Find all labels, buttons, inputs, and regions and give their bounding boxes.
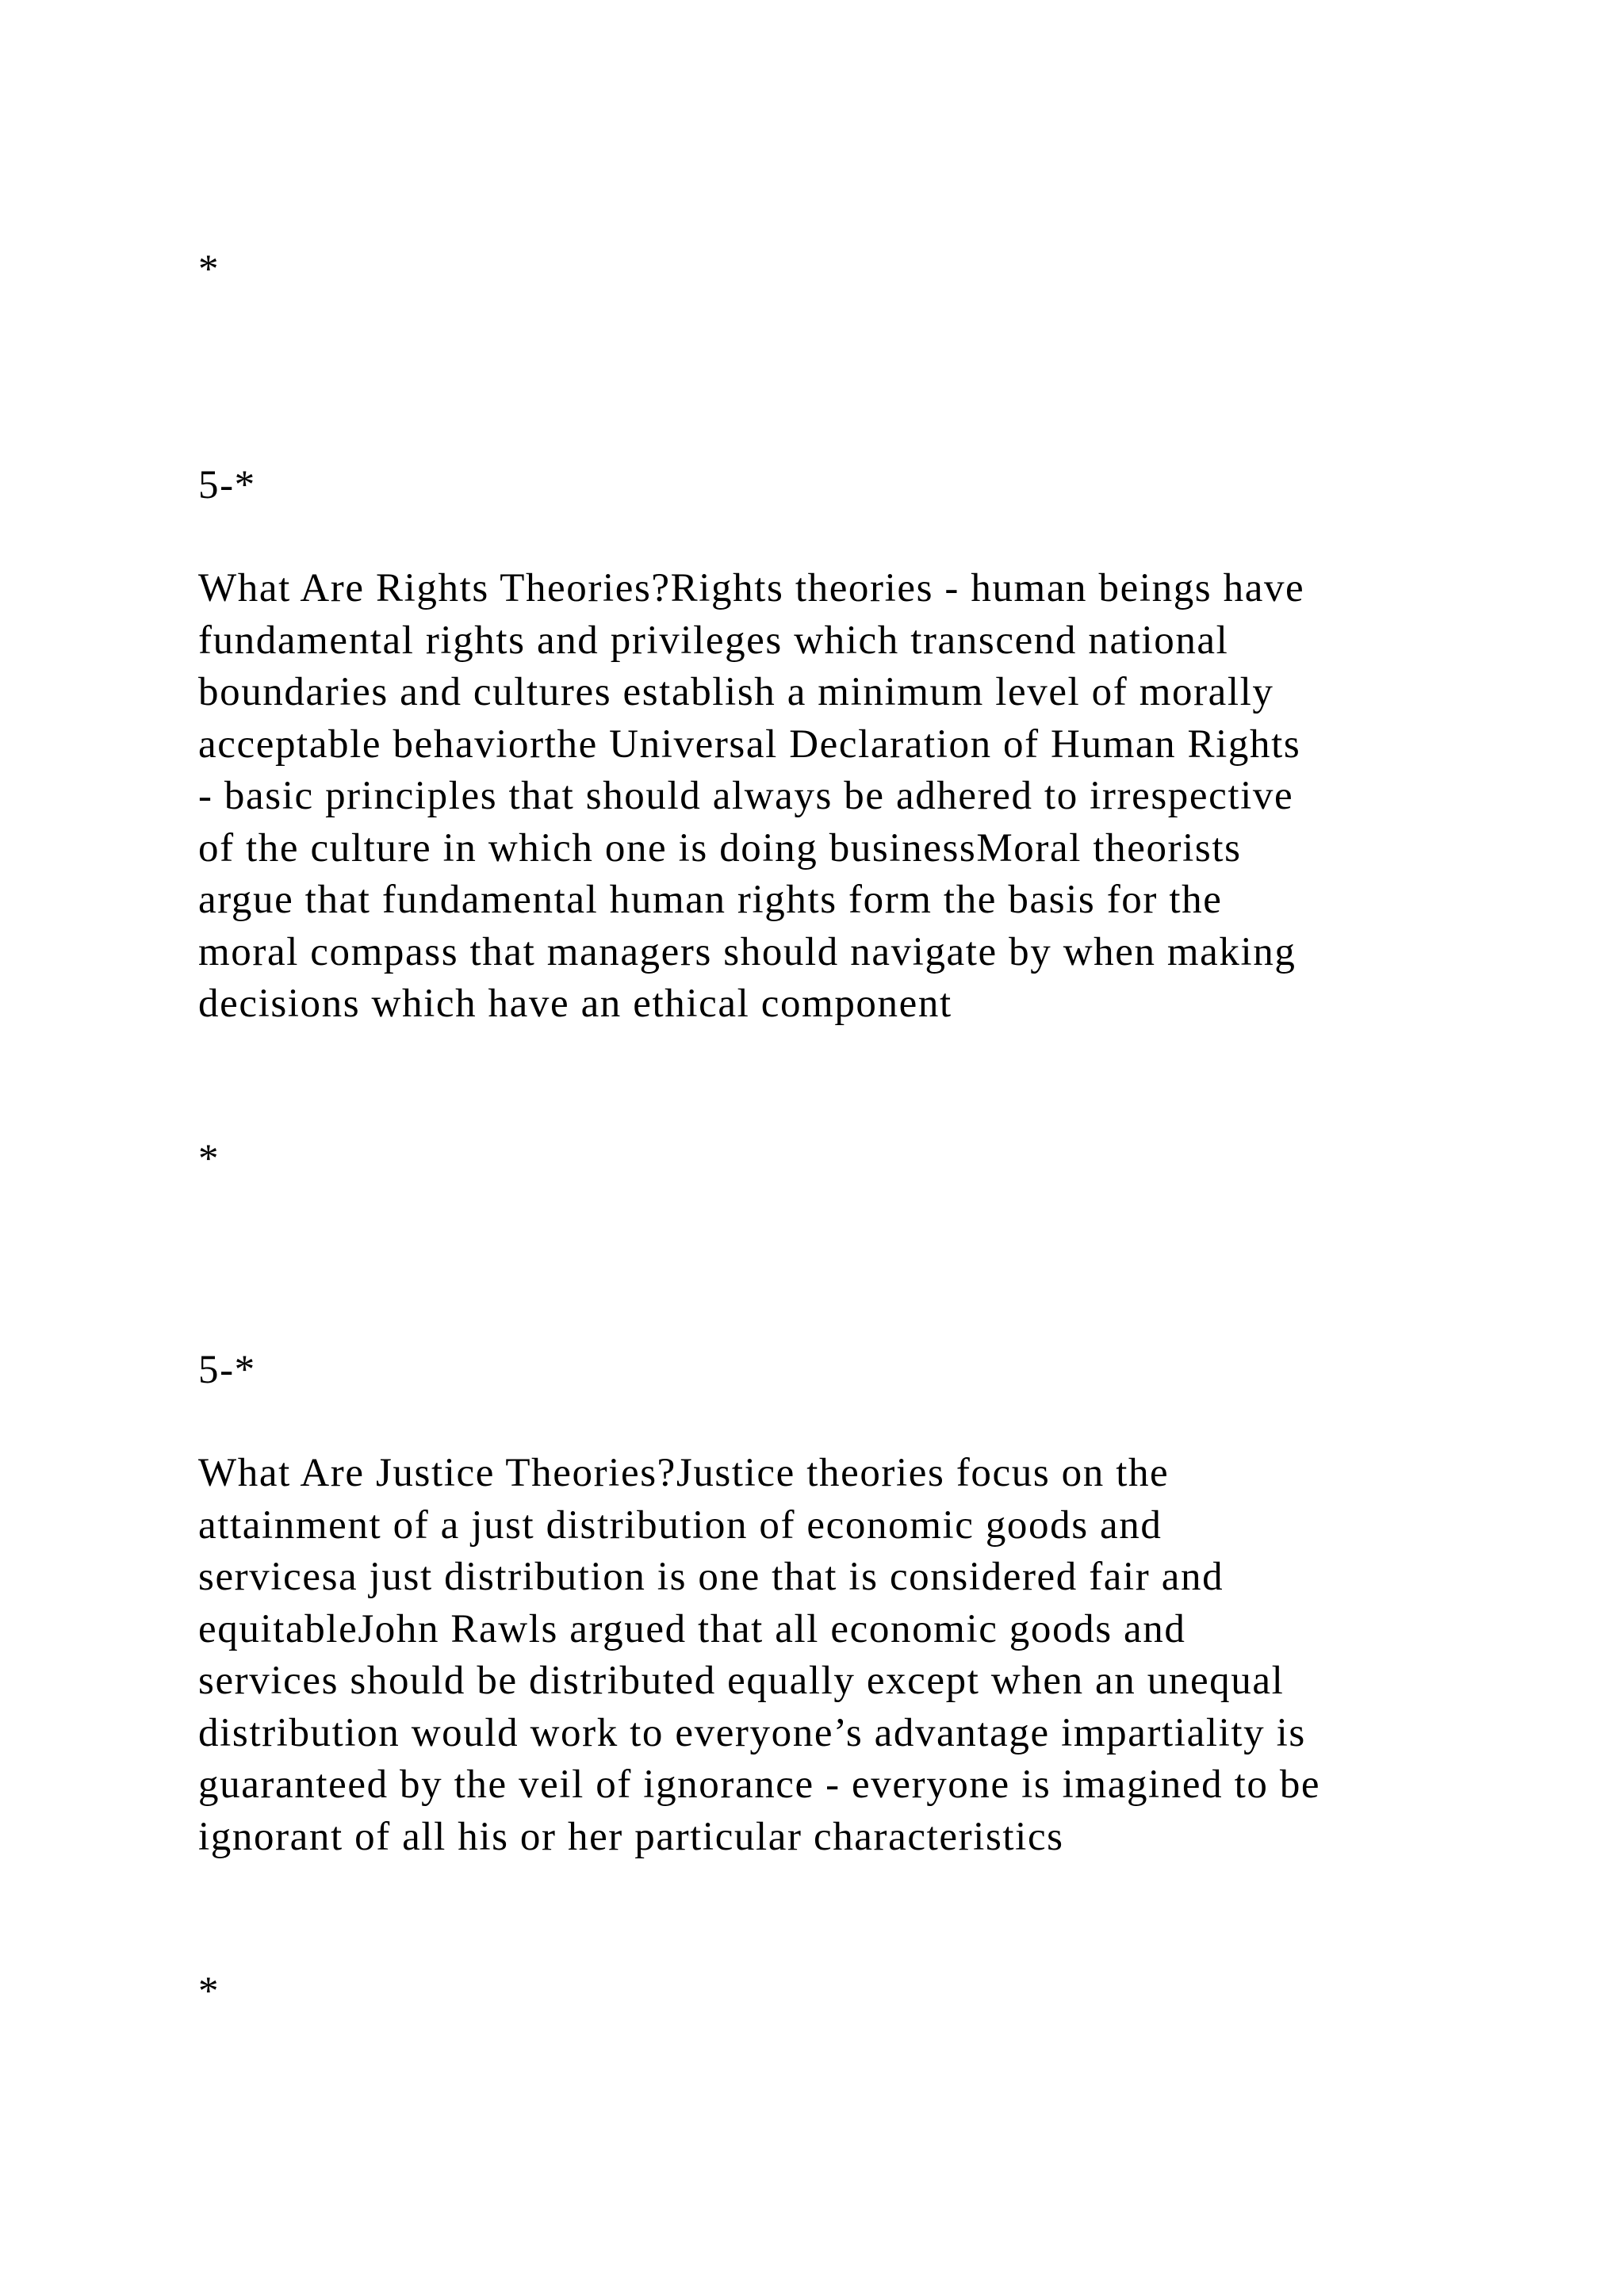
paragraph-line: equitableJohn Rawls argued that all economic goods and — [198, 1606, 1186, 1651]
paragraph-line: What Are Justice Theories?Justice theories focus on the — [198, 1451, 1170, 1495]
paragraph-line: ignorant of all his or her particular characteristics — [198, 1814, 1064, 1859]
paragraph-line: boundaries and cultures establish a minimum level of morally — [198, 670, 1274, 714]
paragraph-line: guaranteed by the veil of ignorance - everyone is imagined to be — [198, 1762, 1321, 1807]
paragraph-line: argue that fundamental human rights form the basis for the — [198, 878, 1223, 922]
paragraph-line: attainment of a just distribution of economic goods and — [198, 1502, 1162, 1548]
slide-number: 5-* — [198, 463, 256, 507]
slide-separator-asterisk: * — [198, 1137, 220, 1181]
paragraph-line: fundamental rights and privileges which transcend national — [198, 618, 1229, 663]
paragraph-line: distribution would work to everyone’s advantage impartiality is — [198, 1710, 1306, 1755]
justice-theories-paragraph — [198, 1448, 1320, 1863]
paragraph-line: decisions which have an ethical component — [198, 982, 952, 1026]
slide-number: 5-* — [198, 1348, 256, 1392]
paragraph-line: moral compass that managers should navigate by when making — [198, 929, 1297, 974]
rights-theories-paragraph — [198, 563, 1304, 1031]
slide-separator-asterisk: * — [198, 247, 220, 292]
paragraph-line: services should be distributed equally except when an unequal — [198, 1659, 1285, 1703]
paragraph-line: servicesa just distribution is one that is considered fair and — [198, 1555, 1224, 1599]
slide-separator-asterisk: * — [198, 1969, 220, 2014]
paragraph-line: - basic principles that should always be adhered to irrespective — [198, 774, 1294, 818]
paragraph-line: What Are Rights Theories?Rights theories - human beings have — [198, 566, 1305, 610]
paragraph-line: acceptable behaviorthe Universal Declaration of Human Rights — [198, 721, 1301, 767]
paragraph-line: of the culture in which one is doing businessMoral theorists — [198, 825, 1242, 871]
